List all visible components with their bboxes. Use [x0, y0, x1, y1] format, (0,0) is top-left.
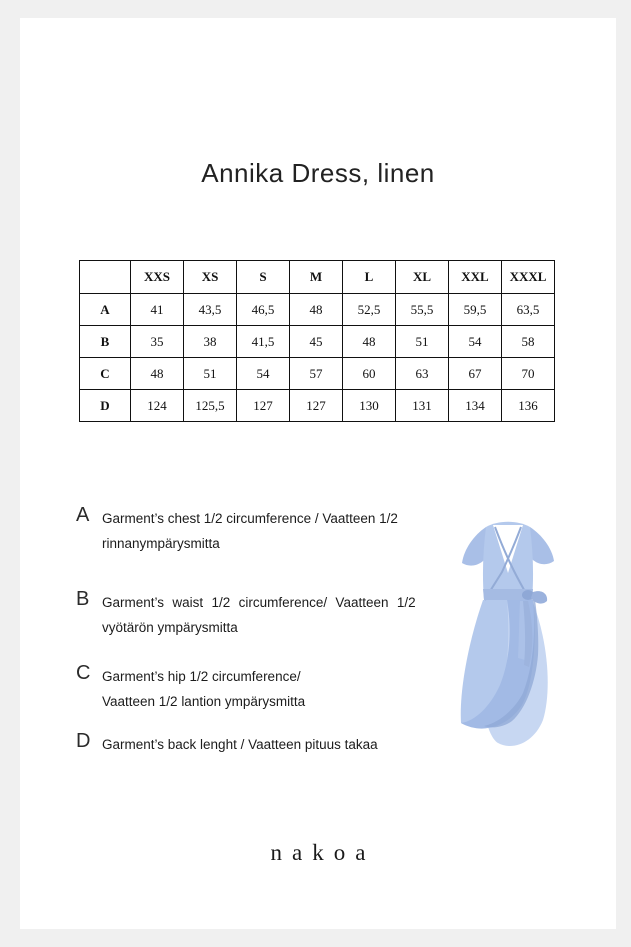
legend-key: B — [76, 588, 90, 610]
size-cell: 130 — [343, 390, 396, 422]
size-cell: 57 — [290, 358, 343, 390]
size-cell: 38 — [184, 326, 237, 358]
table-row-b — [80, 326, 555, 358]
legend-line: rinnanympärysmitta — [102, 536, 220, 551]
col-header-xl: XL — [396, 261, 449, 294]
legend-key: D — [76, 730, 91, 752]
row-label: D — [80, 390, 131, 422]
size-cell: 55,5 — [396, 294, 449, 326]
col-header-l: L — [343, 261, 396, 294]
size-cell: 131 — [396, 390, 449, 422]
size-cell: 45 — [290, 326, 343, 358]
legend-line: Garment’s waist 1/2 circumference/ Vaatteen 1/2 — [102, 595, 416, 610]
legend-key: A — [76, 504, 90, 526]
legend-line: vyötärön ympärysmitta — [102, 620, 238, 635]
size-cell: 63,5 — [502, 294, 555, 326]
legend-line: Vaatteen 1/2 lantion ympärysmitta — [102, 694, 306, 709]
row-label: B — [80, 326, 131, 358]
dress-photo — [438, 515, 578, 765]
col-header-xs: XS — [184, 261, 237, 294]
size-cell: 60 — [343, 358, 396, 390]
legend-line: Garment’s back lenght / Vaatteen pituus takaa — [102, 737, 378, 752]
size-cell: 48 — [343, 326, 396, 358]
size-cell: 46,5 — [237, 294, 290, 326]
size-cell: 127 — [237, 390, 290, 422]
size-cell: 48 — [290, 294, 343, 326]
size-cell: 63 — [396, 358, 449, 390]
size-table — [79, 260, 555, 422]
legend-key: C — [76, 662, 91, 684]
legend-text — [102, 732, 436, 757]
size-cell: 136 — [502, 390, 555, 422]
legend-text — [102, 506, 436, 556]
legend-line: Garment’s hip 1/2 circumference/ — [102, 669, 301, 684]
size-cell: 134 — [449, 390, 502, 422]
size-cell: 125,5 — [184, 390, 237, 422]
table-row-d — [80, 390, 555, 422]
size-cell: 51 — [184, 358, 237, 390]
table-row-a — [80, 294, 555, 326]
legend-text — [102, 664, 436, 714]
page-title: Annika Dress, linen — [201, 158, 435, 188]
size-cell: 41 — [131, 294, 184, 326]
col-header-xxl: XXL — [449, 261, 502, 294]
col-header-m: M — [290, 261, 343, 294]
table-row-c — [80, 358, 555, 390]
size-cell: 48 — [131, 358, 184, 390]
size-cell: 58 — [502, 326, 555, 358]
size-cell: 127 — [290, 390, 343, 422]
size-cell: 67 — [449, 358, 502, 390]
size-cell: 124 — [131, 390, 184, 422]
size-cell: 35 — [131, 326, 184, 358]
size-cell: 43,5 — [184, 294, 237, 326]
size-cell: 54 — [237, 358, 290, 390]
size-guide-document — [20, 18, 616, 929]
col-header-xxs: XXS — [131, 261, 184, 294]
size-cell: 59,5 — [449, 294, 502, 326]
col-header-xxxl: XXXL — [502, 261, 555, 294]
size-cell: 54 — [449, 326, 502, 358]
legend-line: Garment’s chest 1/2 circumference / Vaatteen 1/2 — [102, 511, 398, 526]
size-table-header-row — [80, 261, 555, 294]
col-header-s: S — [237, 261, 290, 294]
size-cell: 41,5 — [237, 326, 290, 358]
size-cell: 52,5 — [343, 294, 396, 326]
legend-text — [102, 590, 436, 640]
size-cell: 70 — [502, 358, 555, 390]
corner-cell — [80, 261, 131, 294]
row-label: C — [80, 358, 131, 390]
size-cell: 51 — [396, 326, 449, 358]
brand-logo: nakoa — [270, 840, 376, 865]
row-label: A — [80, 294, 131, 326]
